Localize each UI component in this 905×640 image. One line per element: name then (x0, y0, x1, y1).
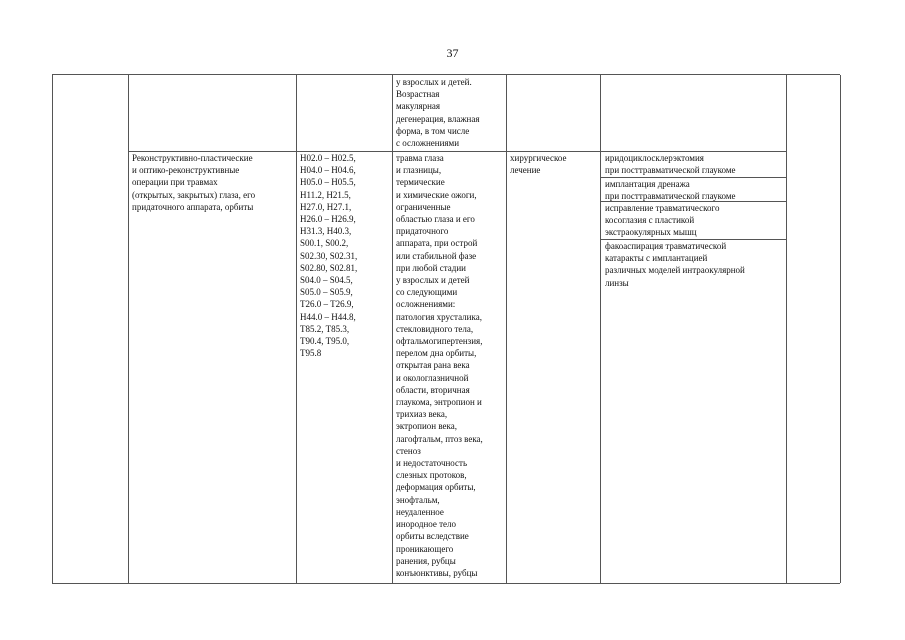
column-divider (786, 75, 787, 583)
method-item: имплантация дренажа при посттравматической глаукоме (605, 179, 736, 202)
method-item: исправление травматического косоглазия с пластикой экстраокулярных мышц (605, 203, 720, 238)
method-item: иридоциклосклерэктомия при посттравматической глаукоме (605, 153, 736, 176)
treatment-type-cell: хирургическое лечение (510, 153, 567, 176)
table-border-left (52, 75, 53, 583)
top-row-disease-text: у взрослых и детей. Возрастная макулярная дегенерация, влажная форма, в том числе с осложнениями (396, 77, 480, 149)
medical-care-table (52, 74, 840, 584)
page-number: 37 (446, 46, 459, 60)
care-type-cell: Реконструктивно-пластические и оптико-реконструктивные операции при травмах (открытых, закрытых) глаза, его придаточного аппарата, орбиты (132, 153, 256, 212)
icd-codes-cell: H02.0 – H02.5, H04.0 – H04.6, H05.0 – H05.5, H11.2, H21.5, H27.0, H27.1, H26.0 – H26.9, H31.3, H40.3, S00.1, S00.2, S02.30, S02.31, S02.80, S02.81, S04.0 – S04.5, S05.0 – S05.9, T26.0 – T26.9, H44.0 – H44.8, T85.2, T85.3, T90.4, T95.0, T95.8 (300, 153, 358, 359)
disease-model-cell: травма глаза и глазницы, термические и химические ожоги, ограниченные областью глаза и его придаточного аппарата, при острой или стабильной фазе при любой стадии у взрослых и детей со следующими осложнениями: патология хрусталика, стекловидного тела, офтальмогипертензия, перелом дна орбиты, открытая рана века и окологлазничной области, вторичная глаукома, энтропион и трихиаз века, эктропион века, лагофтальм, птоз века, стеноз и недостаточность слезных протоков, деформация орбиты, энофтальм, неудаленное инородное тело орбиты вследствие проникающего ранения, рубцы конъюнктивы, рубцы (396, 153, 483, 578)
method-item: факоаспирация травматической катаракты с имплантацией различных моделей интраокулярной линзы (605, 241, 745, 288)
table-border-right (840, 75, 841, 583)
